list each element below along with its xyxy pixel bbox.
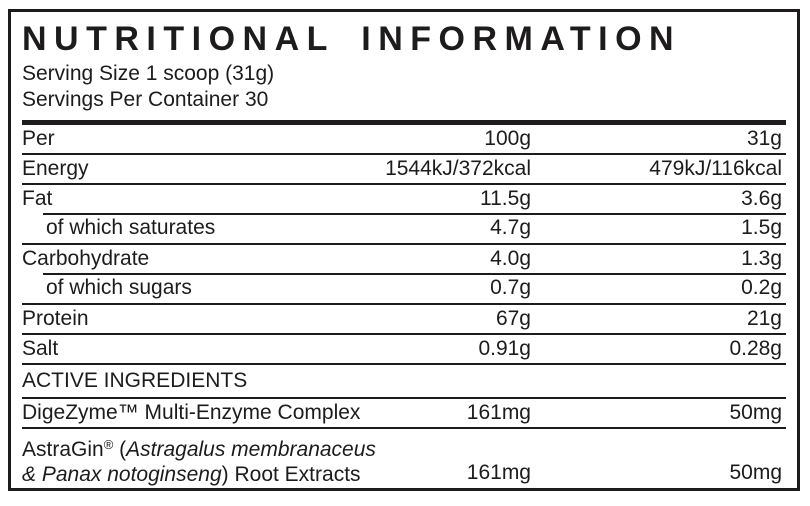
column-header-31g: 31g [746,127,782,150]
value-per-100g: 4.7g [490,216,531,239]
nutrient-row-salt [22,333,786,363]
value-per-serving: 0.28g [729,337,782,360]
value-per-100g: 0.91g [478,337,531,360]
value-per-serving: 1.3g [741,247,782,270]
value-per-serving: 21g [746,307,782,330]
value-per-serving: 3.6g [741,187,782,210]
astragin-brand: AstraGin [22,438,104,461]
ingredient-row-digezyme [22,397,786,427]
serving-size: Serving Size 1 scoop (31g) [22,62,275,85]
column-header-100g: 100g [484,127,531,150]
value-per-100g: 1544kJ/372kcal [385,157,531,180]
section-header: ACTIVE INGREDIENTS [22,369,248,392]
value-per-100g: 11.5g [480,187,531,210]
value-per-100g: 161mg [466,401,531,424]
value-per-100g: 0.7g [490,276,531,299]
value-per-serving: 0.2g [741,276,782,299]
nutrient-name: Protein [22,307,89,330]
ingredient-row-astragin [22,427,786,492]
ingredient-name-line1 [22,432,786,462]
label-title: NUTRITIONAL INFORMATION [22,20,682,58]
nutrient-row-carbohydrate [22,243,786,273]
value-per-100g: 4.0g [490,247,531,270]
ingredient-name: DigeZyme™ Multi-Enzyme Complex [22,401,361,424]
latin-name-2: & Panax notoginseng [22,463,222,486]
nutrient-row-fat [22,183,786,213]
nutrient-name: Carbohydrate [22,247,150,270]
nutrient-name: Salt [22,337,59,360]
column-label-per: Per [22,127,55,150]
value-per-100g: 161mg [466,461,531,484]
active-ingredients-header-row [22,363,786,397]
value-per-100g: 67g [495,307,531,330]
latin-name-1: Astragalus membranaceus [126,438,376,461]
nutrient-name: of which sugars [46,276,192,299]
value-per-serving: 50mg [729,461,782,484]
value-per-serving: 1.5g [741,216,782,239]
table-header-row [22,125,786,153]
nutrient-name: Fat [22,187,53,210]
nutrient-row-saturates [22,213,786,243]
servings-per-container: Servings Per Container 30 [22,88,269,111]
nutrient-row-protein [22,303,786,333]
nutrient-name: of which saturates [46,216,216,239]
value-per-serving: 479kJ/116kcal [649,157,782,180]
nutrition-label [8,9,800,491]
value-per-serving: 50mg [729,401,782,424]
open-paren: ( [113,438,127,461]
nutrient-name: Energy [22,157,89,180]
nutrient-row-energy [22,153,786,183]
nutrient-row-sugars [22,273,786,303]
registered-trademark-symbol: ® [103,437,114,452]
ingredient-name-line2 [22,462,786,487]
ingredient-suffix: ) Root Extracts [221,463,361,486]
